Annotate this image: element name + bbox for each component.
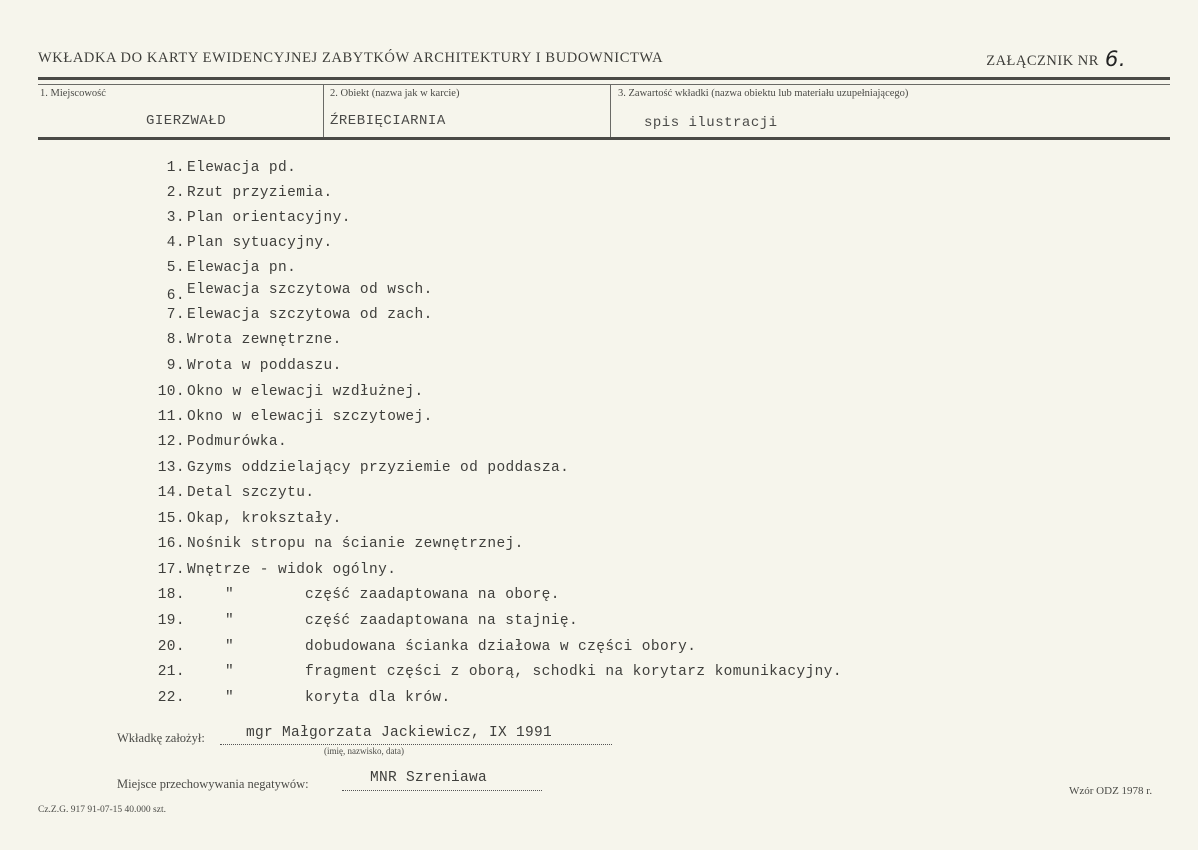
list-item: 15. Okap, krokształy. xyxy=(157,511,342,527)
author-dotted-line xyxy=(220,744,612,745)
list-item: 5. Elewacja pn. xyxy=(166,260,297,276)
annex-label: ZAŁĄCZNIK NR xyxy=(986,53,1099,69)
annex-number-value: 6. xyxy=(1104,47,1126,71)
list-item: 14. Detal szczytu. xyxy=(157,485,315,501)
content-label: 3. Zawartość wkładki (nazwa obiektu lub materiału uzupełniającego) xyxy=(618,88,909,99)
list-item: 17. Wnętrze - widok ogólny. xyxy=(157,562,397,578)
list-item: 7. Elewacja szczytowa od zach. xyxy=(166,307,433,323)
top-rule xyxy=(38,77,1170,80)
content-value: spis ilustracji xyxy=(644,115,778,131)
list-item: 11. Okno w elewacji szczytowej. xyxy=(157,409,433,425)
list-item: 13. Gzyms oddzielający przyziemie od poddasza. xyxy=(157,460,570,476)
object-value: ŹREBIĘCIARNIA xyxy=(330,113,446,129)
header-title: WKŁADKA DO KARTY EWIDENCYJNEJ ZABYTKÓW ARCHITEKTURY I BUDOWNICTWA xyxy=(38,50,664,66)
author-label: Wkładkę założył: xyxy=(117,731,205,745)
field-divider xyxy=(610,84,611,137)
list-item: 12. Podmurówka. xyxy=(157,434,288,450)
list-item: 8. Wrota zewnętrzne. xyxy=(166,332,342,348)
list-item: 16. Nośnik stropu na ścianie zewnętrznej. xyxy=(157,536,524,552)
list-item: 6. Elewacja szczytowa od wsch. xyxy=(166,282,433,304)
storage-label: Miejsce przechowywania negatywów: xyxy=(117,777,309,791)
locality-label: 1. Miejscowość xyxy=(40,88,106,99)
locality-value: GIERZWAŁD xyxy=(146,113,227,129)
author-value: mgr Małgorzata Jackiewicz, IX 1991 xyxy=(246,725,553,741)
template-code: Wzór ODZ 1978 r. xyxy=(1069,785,1153,797)
list-item: 2. Rzut przyziemia. xyxy=(166,185,333,201)
list-item: 1. Elewacja pd. xyxy=(166,160,297,176)
list-item: 4. Plan sytuacyjny. xyxy=(166,235,333,251)
storage-value: MNR Szreniawa xyxy=(370,770,488,786)
storage-dotted-line xyxy=(342,790,542,791)
annex-number xyxy=(986,46,1126,70)
field-bottom-rule xyxy=(38,137,1170,140)
object-label: 2. Obiekt (nazwa jak w karcie) xyxy=(330,88,460,99)
list-item: 9. Wrota w poddaszu. xyxy=(166,358,342,374)
list-item: 3. Plan orientacyjny. xyxy=(166,210,351,226)
field-divider xyxy=(323,84,324,137)
author-caption: (imię, nazwisko, data) xyxy=(324,746,404,756)
print-code: Cz.Z.G. 917 91-07-15 40.000 szt. xyxy=(38,805,166,815)
field-top-rule xyxy=(38,84,1170,85)
list-item: 10. Okno w elewacji wzdłużnej. xyxy=(157,384,424,400)
